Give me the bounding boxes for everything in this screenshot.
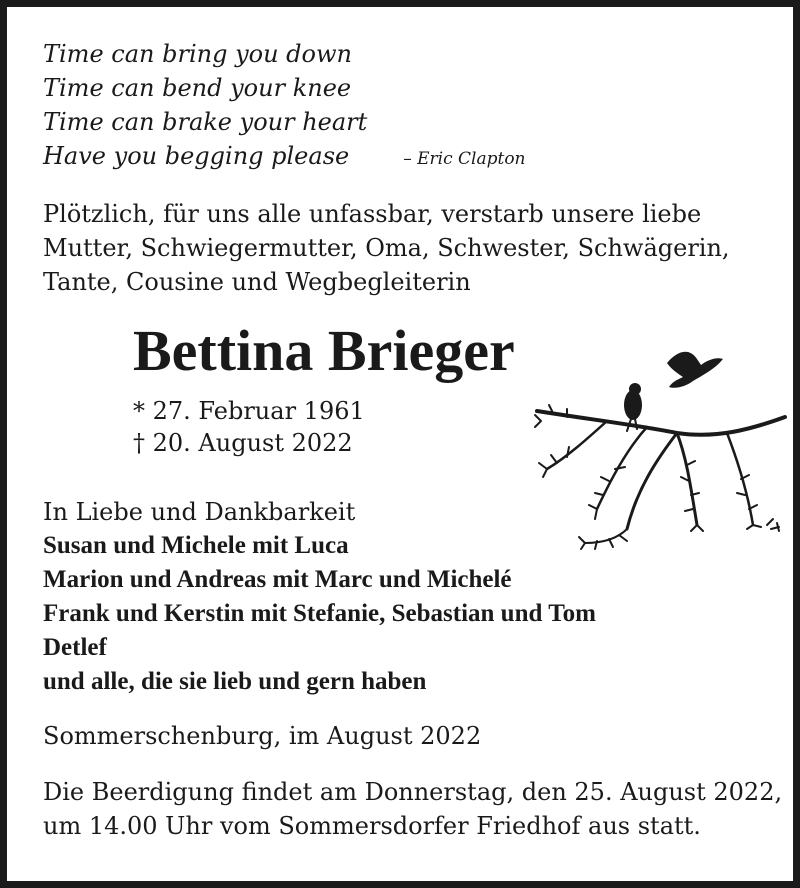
- funeral-line: Die Beerdigung findet am Donnerstag, den 25. August 2022,: [43, 778, 783, 806]
- poem-line-text: Have you begging please: [43, 142, 350, 170]
- mourner-entry: und alle, die sie lieb und gern haben: [43, 668, 427, 695]
- mourner-entry: Susan und Michele mit Luca: [43, 532, 349, 559]
- intro-line: Plötzlich, für uns alle unfassbar, verstarb unsere liebe: [43, 200, 702, 228]
- mourners-heading: In Liebe und Dankbarkeit: [43, 498, 356, 526]
- birth-date: * 27. Februar 1961: [133, 397, 365, 425]
- mourner-entry: Detlef: [43, 634, 107, 661]
- funeral-line: um 14.00 Uhr vom Sommersdorfer Friedhof aus statt.: [43, 812, 701, 840]
- poem-line: Time can bend your knee: [43, 74, 352, 102]
- branch-with-birds-icon: [527, 329, 797, 569]
- intro-line: Tante, Cousine und Wegbegleiterin: [43, 268, 471, 296]
- poem-line: Time can bring you down: [43, 40, 352, 68]
- intro-text: [43, 197, 783, 299]
- mourner-entry: Frank und Kerstin mit Stefanie, Sebastian und Tom: [43, 600, 596, 627]
- intro-line: Mutter, Schwiegermutter, Oma, Schwester, Schwägerin,: [43, 234, 730, 262]
- mourner-entry: Marion und Andreas mit Marc und Michelé: [43, 566, 512, 593]
- poem-line-last: [43, 139, 783, 176]
- death-date: † 20. August 2022: [133, 429, 353, 457]
- poem-line: Time can brake your heart: [43, 108, 368, 136]
- poem-quote: [43, 37, 783, 176]
- funeral-notice: [43, 775, 783, 843]
- poem-author: – Eric Clapton: [403, 149, 526, 169]
- place-date: Sommerschenburg, im August 2022: [43, 722, 482, 750]
- deceased-name: Bettina Brieger: [133, 318, 515, 383]
